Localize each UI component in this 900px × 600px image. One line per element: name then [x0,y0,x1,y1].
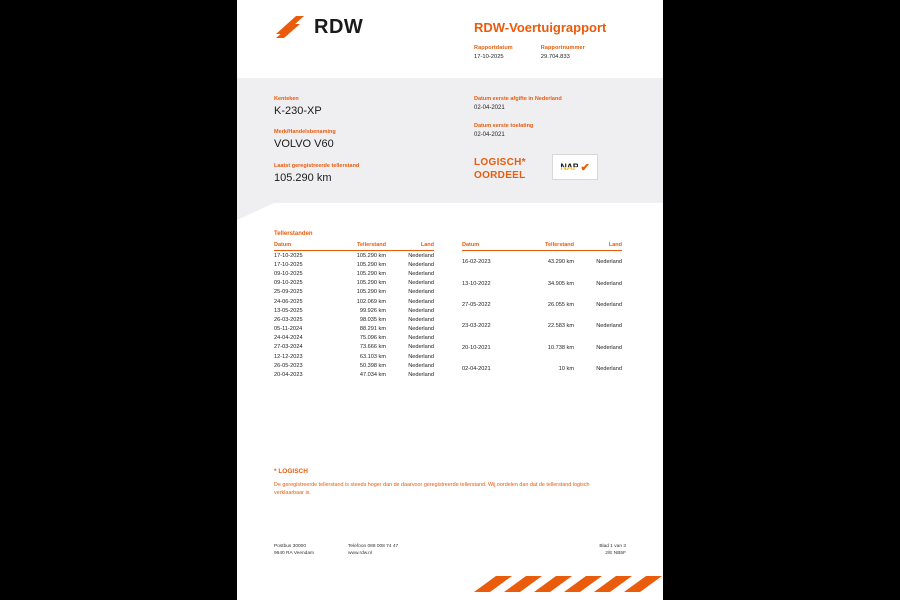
first-issue-nl-value: 02-04-2021 [474,105,505,111]
footer-website[interactable]: www.rdw.nl [348,551,373,556]
footer-phone: Telefoon 088 008 74 47 [348,544,399,549]
table-row [462,316,622,337]
table-row [462,358,622,379]
footer-address-line-2: 9640 RA Veendam [274,551,315,556]
footer-address [274,543,314,557]
license-plate-label: Kenteken [274,96,299,102]
document-footer [274,543,626,557]
document-header [237,0,663,78]
column-header-date: Datum [274,242,335,251]
cell-mileage: 47.034 km [359,372,386,379]
meta-report-number [541,45,585,60]
cell-mileage: 105.290 km [356,280,386,287]
cell-mileage: 34.905 km [547,280,574,287]
table-row [274,352,434,361]
table-row [274,279,434,288]
cell-country: Nederland [596,344,622,351]
meta-label: Rapportdatum [474,45,513,51]
cell-date: 16-02-2023 [462,258,491,265]
cell-date: 13-10-2022 [462,280,491,287]
cell-date: 13-05-2025 [274,307,303,314]
cell-date: 27-03-2024 [274,344,303,351]
cell-date: 09-10-2025 [274,270,303,277]
cell-country: Nederland [596,323,622,330]
table-row [274,325,434,334]
table-row [274,334,434,343]
cell-mileage: 105.290 km [356,261,386,268]
footnote-text: De geregistreerde tellerstand is steeds hoger dan de daarvoor geregistreerde tellerstand. Wij oordelen dan dat de tellerstand logisch verklaarbaar is. [274,482,590,496]
table-row [274,297,434,306]
meta-report-date [474,45,513,60]
cell-mileage: 88.291 km [359,326,386,333]
license-plate-value: K-230-XP [274,105,322,117]
cell-date: 20-10-2021 [462,344,491,351]
table-row [274,251,434,261]
cell-country: Nederland [408,298,434,305]
cell-country: Nederland [408,335,434,342]
table-row [274,260,434,269]
cell-date: 02-04-2021 [462,365,491,372]
document-page [237,0,663,600]
rdw-logo-text: RDW [314,15,364,38]
cell-date: 24-04-2024 [274,335,303,342]
column-header-date: Datum [462,242,523,251]
last-mileage-group [274,163,359,196]
mileage-table-right-body [462,251,622,380]
cell-date: 20-04-2023 [274,372,303,379]
nap-badge-word: NAP [560,162,579,172]
cell-date: 17-10-2025 [274,252,303,259]
mileage-table-left-body [274,251,434,380]
rdw-logo [274,14,363,40]
mileage-table-right [462,242,622,380]
footer-chevron-decoration-icon [474,574,663,594]
cell-country: Nederland [408,362,434,369]
band-corner-decoration [237,203,274,220]
first-admission-value: 02-04-2021 [474,132,505,138]
check-icon: ✔ [580,161,590,174]
first-admission-label: Datum eerste toelating [474,123,534,129]
cell-country: Nederland [408,307,434,314]
cell-country: Nederland [408,270,434,277]
cell-country: Nederland [408,252,434,259]
table-row [462,273,622,294]
cell-mileage: 75.096 km [359,335,386,342]
cell-mileage: 26.055 km [547,301,574,308]
table-row [274,343,434,352]
make-model-value: VOLVO V60 [274,138,334,150]
cell-date: 05-11-2024 [274,326,303,333]
column-header-mileage: Tellerstand [523,242,574,251]
page-title: RDW-Voertuigrapport [474,20,607,35]
column-header-mileage: Tellerstand [335,242,386,251]
footnote-block [274,468,614,497]
cell-country: Nederland [408,316,434,323]
cell-date: 12-12-2023 [274,353,303,360]
cell-date: 09-10-2025 [274,280,303,287]
cell-country: Nederland [408,353,434,360]
cell-mileage: 43.290 km [547,258,574,265]
report-meta [474,45,613,60]
table-row [274,306,434,315]
registration-dates-group [474,96,562,150]
make-model-label: Merk/Handelsbenaming [274,129,336,135]
table-header-row [274,242,434,251]
cell-date: 24-06-2025 [274,298,303,305]
mileage-history-section [237,231,663,380]
last-mileage-label: Laatst geregistreerde tellerstand [274,163,360,169]
table-row [274,361,434,370]
cell-mileage: 105.290 km [356,270,386,277]
footer-page-number: Blad 1 van 3 [599,544,626,549]
cell-mileage: 98.035 km [359,316,386,323]
cell-country: Nederland [408,344,434,351]
table-row [462,294,622,315]
verdict-line-2: OORDEEL [474,170,526,181]
cell-country: Nederland [596,280,622,287]
cell-country: Nederland [408,289,434,296]
cell-mileage: 99.926 km [359,307,386,314]
vehicle-identity-group [274,96,336,162]
table-row [274,315,434,324]
rdw-chevron-logo-icon [274,14,308,40]
table-row [462,337,622,358]
meta-value: 17-10-2025 [474,54,504,60]
cell-country: Nederland [408,280,434,287]
table-row [274,370,434,379]
column-header-country: Land [574,242,622,251]
cell-date: 17-10-2025 [274,261,303,268]
cell-country: Nederland [408,326,434,333]
footer-contact [348,543,398,557]
verdict-line-1: LOGISCH* [474,157,526,168]
nap-verified-badge-icon [552,154,598,180]
footer-doc-code: 2/E NB5F [605,551,626,556]
cell-mileage: 105.290 km [356,252,386,259]
cell-mileage: 105.290 km [356,289,386,296]
cell-mileage: 50.398 km [359,362,386,369]
cell-mileage: 63.103 km [359,353,386,360]
meta-label: Rapportnummer [540,45,585,51]
vehicle-summary-band [237,78,663,203]
first-issue-nl-label: Datum eerste afgifte in Nederland [474,96,562,102]
section-title: Tellerstanden [274,231,313,237]
footer-page-info [599,543,626,557]
cell-country: Nederland [596,365,622,372]
cell-mileage: 10 km [558,365,574,372]
table-row [462,251,622,273]
meta-value: 29.704.833 [540,54,570,60]
footnote-title: * LOGISCH [274,468,308,475]
cell-mileage: 73.666 km [359,344,386,351]
column-header-country: Land [386,242,434,251]
cell-date: 27-05-2022 [462,301,491,308]
cell-date: 26-05-2023 [274,362,303,369]
cell-country: Nederland [408,372,434,379]
cell-date: 25-09-2025 [274,289,303,296]
verdict-text [474,156,526,182]
cell-mileage: 22.583 km [547,323,574,330]
table-row [274,288,434,297]
cell-date: 26-03-2025 [274,316,303,323]
cell-country: Nederland [408,261,434,268]
cell-country: Nederland [596,258,622,265]
footer-address-line-1: Postbus 30000 [274,544,307,549]
table-row [274,269,434,278]
cell-mileage: 102.069 km [356,298,386,305]
last-mileage-value: 105.290 km [274,172,332,184]
cell-mileage: 10.738 km [547,344,574,351]
cell-country: Nederland [596,301,622,308]
cell-date: 23-03-2022 [462,323,491,330]
mileage-table-left [274,242,434,380]
table-header-row [462,242,622,251]
